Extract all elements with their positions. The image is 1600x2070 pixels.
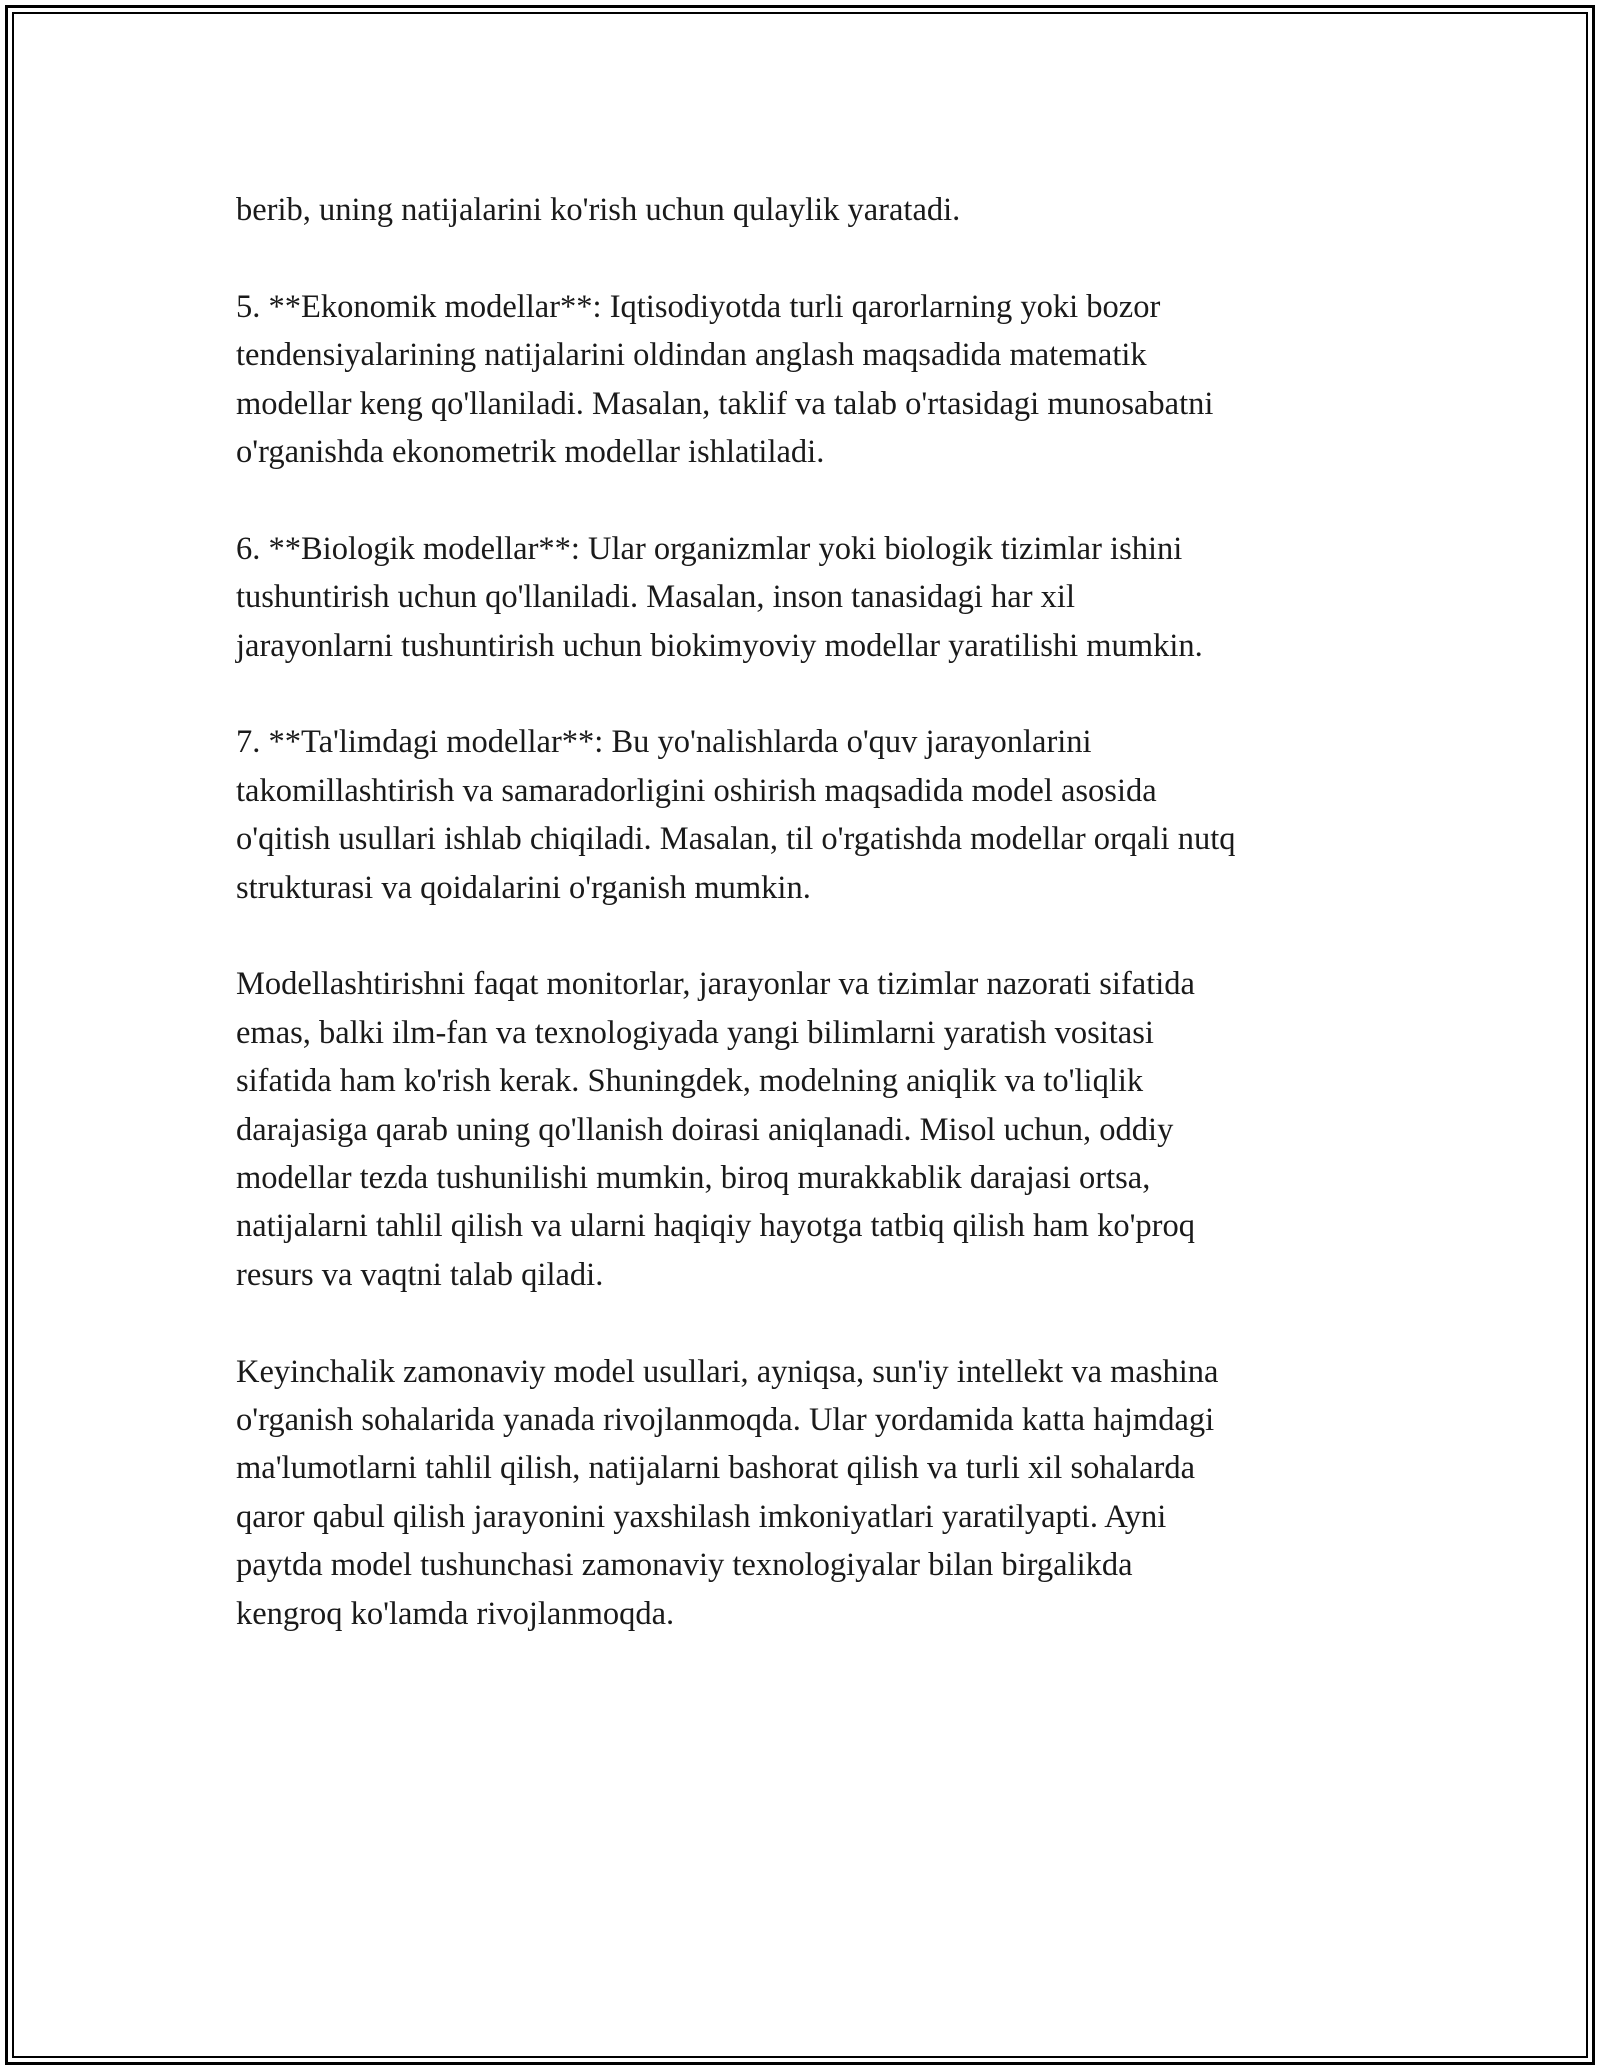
document-body (236, 186, 1416, 1687)
text-line: natijalarni tahlil qilish va ularni haqiqiy hayotga tatbiq qilish ham ko'proq (236, 1208, 1196, 1245)
text-line: takomillashtirish va samaradorligini oshirish maqsadida model asosida (236, 772, 1157, 809)
text-line: modellar keng qo'llaniladi. Masalan, taklif va talab o'rtasidagi munosabatni (236, 385, 1214, 422)
text-line: paytda model tushunchasi zamonaviy texnologiyalar bilan birgalikda (236, 1547, 1133, 1584)
paragraph (236, 718, 1416, 912)
paragraph (236, 1348, 1416, 1638)
text-line: tendensiyalarining natijalarini oldindan anglash maqsadida matematik (236, 337, 1147, 374)
text-line: tushuntirish uchun qo'llaniladi. Masalan, inson tanasidagi har xil (236, 579, 1075, 616)
text-line: resurs va vaqtni talab qiladi. (236, 1256, 604, 1293)
text-line: o'qitish usullari ishlab chiqiladi. Masalan, til o'rgatishda modellar orqali nutq (236, 821, 1236, 858)
text-line: 5. **Ekonomik modellar**: Iqtisodiyotda turli qarorlarning yoki bozor (236, 288, 1161, 325)
text-line: qaror qabul qilish jarayonini yaxshilash imkoniyatlari yaratilyapti. Ayni (236, 1498, 1167, 1535)
paragraph (236, 960, 1416, 1299)
text-line: modellar tezda tushunilishi mumkin, biroq murakkablik darajasi ortsa, (236, 1160, 1151, 1197)
text-line: emas, balki ilm-fan va texnologiyada yangi bilimlarni yaratish vositasi (236, 1014, 1154, 1051)
text-line: o'rganishda ekonometrik modellar ishlatiladi. (236, 434, 825, 471)
text-line: jarayonlarni tushuntirish uchun biokimyoviy modellar yaratilishi mumkin. (236, 627, 1203, 664)
text-line: Modellashtirishni faqat monitorlar, jarayonlar va tizimlar nazorati sifatida (236, 966, 1195, 1003)
text-line: Keyinchalik zamonaviy model usullari, ayniqsa, sun'iy intellekt va mashina (236, 1353, 1219, 1390)
paragraph (236, 186, 1416, 234)
text-line: sifatida ham ko'rish kerak. Shuningdek, modelning aniqlik va to'liqlik (236, 1063, 1144, 1100)
text-line: o'rganish sohalarida yanada rivojlanmoqda. Ular yordamida katta hajmdagi (236, 1402, 1215, 1439)
text-line: strukturasi va qoidalarini o'rganish mumkin. (236, 869, 811, 906)
text-line: 6. **Biologik modellar**: Ular organizmlar yoki biologik tizimlar ishini (236, 530, 1183, 567)
text-line: berib, uning natijalarini ko'rish uchun qulaylik yaratadi. (236, 192, 961, 228)
text-line: ma'lumotlarni tahlil qilish, natijalarni bashorat qilish va turli xil sohalarda (236, 1450, 1195, 1487)
text-line: kengroq ko'lamda rivojlanmoqda. (236, 1595, 675, 1632)
paragraph (236, 525, 1416, 670)
paragraph (236, 283, 1416, 477)
text-line: 7. **Ta'limdagi modellar**: Bu yo'nalishlarda o'quv jarayonlarini (236, 724, 1092, 761)
text-line: darajasiga qarab uning qo'llanish doirasi aniqlanadi. Misol uchun, oddiy (236, 1111, 1174, 1148)
